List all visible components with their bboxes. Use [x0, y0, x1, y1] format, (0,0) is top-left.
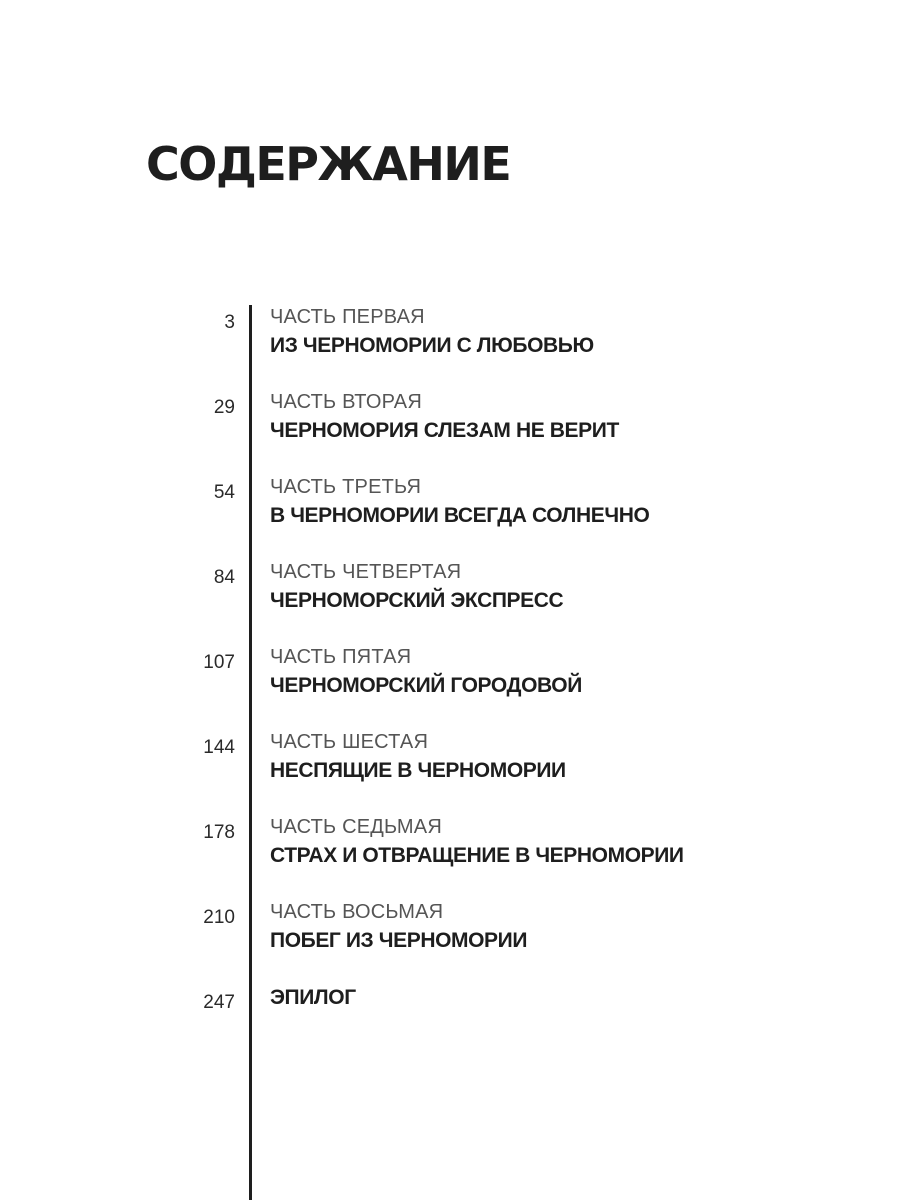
toc-page-number: 29	[213, 397, 235, 418]
toc-part-label: ЧАСТЬ ВТОРАЯ	[270, 391, 422, 413]
toc-chapter-title[interactable]: ЭПИЛОГ	[270, 986, 356, 1009]
toc-page-number: 54	[213, 482, 235, 503]
toc-part-label: ЧАСТЬ ШЕСТАЯ	[270, 731, 429, 753]
toc-entry-part-4[interactable]	[0, 561, 900, 621]
toc-chapter-title[interactable]: ЧЕРНОМОРСКИЙ ГОРОДОВОЙ	[270, 674, 582, 697]
toc-page-number: 247	[203, 992, 235, 1013]
toc-chapter-title[interactable]: СТРАХ И ОТВРАЩЕНИЕ В ЧЕРНОМОРИИ	[270, 844, 684, 867]
page-title: СОДЕРЖАНИЕ	[146, 137, 511, 191]
toc-part-label: ЧАСТЬ ТРЕТЬЯ	[270, 476, 422, 498]
toc-entry-epilogue[interactable]	[0, 986, 900, 1046]
toc-chapter-title[interactable]: ЧЕРНОМОРСКИЙ ЭКСПРЕСС	[270, 589, 564, 612]
toc-chapter-title[interactable]: НЕСПЯЩИЕ В ЧЕРНОМОРИИ	[270, 759, 566, 782]
toc-entry-part-5[interactable]	[0, 646, 900, 706]
toc-chapter-title[interactable]: В ЧЕРНОМОРИИ ВСЕГДА СОЛНЕЧНО	[270, 504, 650, 527]
toc-entry-part-2[interactable]	[0, 391, 900, 451]
toc-part-label: ЧАСТЬ ВОСЬМАЯ	[270, 901, 444, 923]
toc-entry-part-7[interactable]	[0, 816, 900, 876]
toc-part-label: ЧАСТЬ ПЯТАЯ	[270, 646, 412, 668]
toc-page-number: 210	[203, 907, 235, 928]
toc-page-number: 144	[203, 737, 235, 758]
toc-entry-part-3[interactable]	[0, 476, 900, 536]
toc-entry-part-1[interactable]	[0, 306, 900, 366]
toc-chapter-title[interactable]: ЧЕРНОМОРИЯ СЛЕЗАМ НЕ ВЕРИТ	[270, 419, 619, 442]
toc-page-number: 107	[203, 652, 235, 673]
toc-entry-part-6[interactable]	[0, 731, 900, 791]
toc-part-label: ЧАСТЬ СЕДЬМАЯ	[270, 816, 442, 838]
toc-chapter-title[interactable]: ПОБЕГ ИЗ ЧЕРНОМОРИИ	[270, 929, 528, 952]
toc-part-label: ЧАСТЬ ЧЕТВЕРТАЯ	[270, 561, 462, 583]
toc-page-number: 84	[213, 567, 235, 588]
toc-chapter-title[interactable]: ИЗ ЧЕРНОМОРИИ С ЛЮБОВЬЮ	[270, 334, 594, 357]
toc-entry-part-8[interactable]	[0, 901, 900, 961]
toc-page-number: 3	[224, 312, 235, 333]
toc-page-number: 178	[203, 822, 235, 843]
toc-part-label: ЧАСТЬ ПЕРВАЯ	[270, 306, 425, 328]
